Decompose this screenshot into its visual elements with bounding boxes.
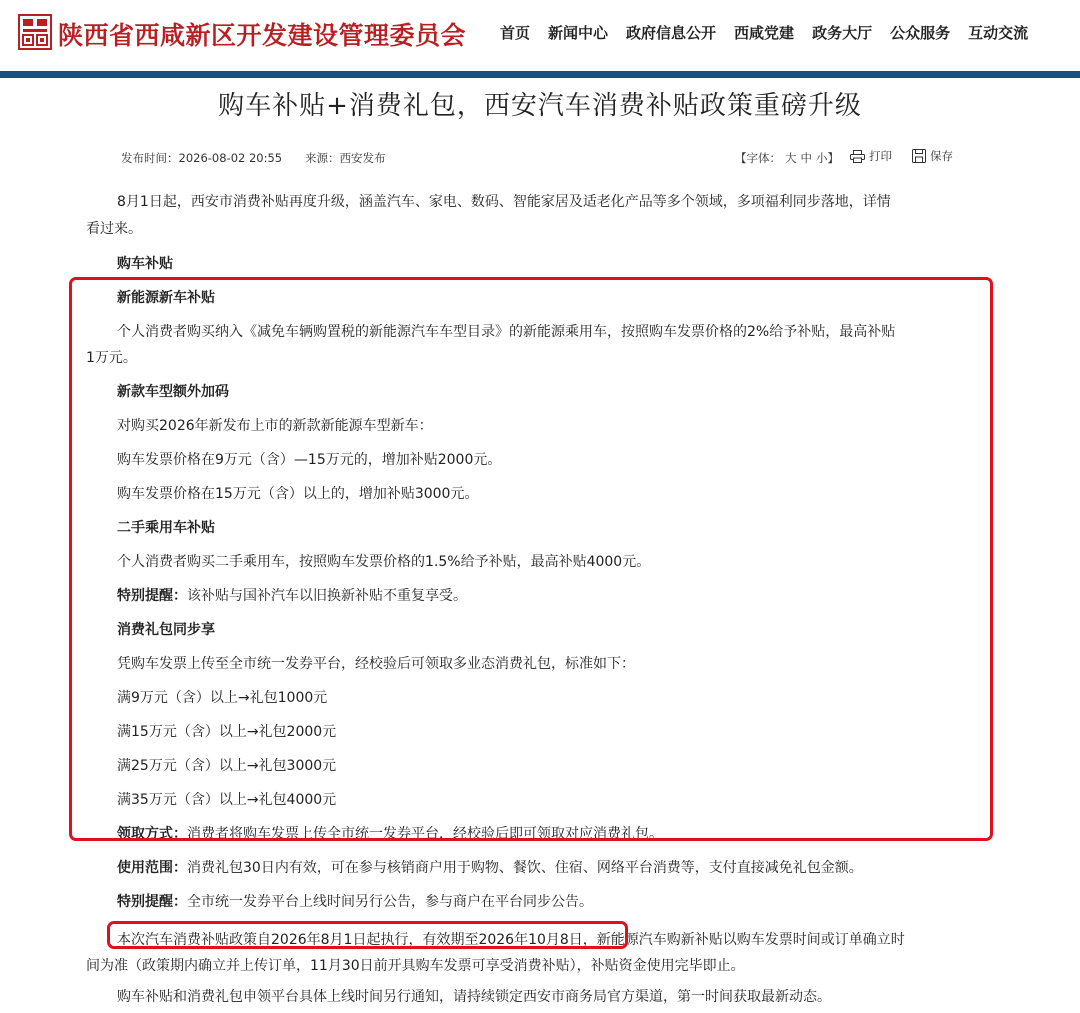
claim-label: 领取方式：	[117, 826, 187, 842]
gift-tier-4: 满35万元（含）以上→礼包4000元	[117, 792, 337, 808]
gift-intro: 凭购车发票上传至全市统一发券平台，经校验后可领取多业态消费礼包，标准如下：	[117, 656, 635, 672]
gift-tier-3: 满25万元（含）以上→礼包3000元	[117, 758, 337, 774]
nev-paragraph-line-2: 1万元。	[86, 350, 137, 366]
reminder-1-label: 特别提醒：	[117, 588, 187, 604]
highlight-box-policy-period	[107, 921, 628, 949]
heading-gift-package: 消费礼包同步享	[117, 622, 215, 638]
main-nav	[500, 22, 1028, 43]
font-size-close: 】	[827, 151, 839, 165]
font-size-small[interactable]: 小	[816, 151, 828, 165]
usage-scope	[117, 854, 863, 882]
seal-logo-icon[interactable]	[18, 14, 52, 50]
font-size-large[interactable]: 大	[785, 151, 797, 165]
save-icon	[912, 149, 926, 163]
font-size-medium[interactable]: 中	[800, 151, 812, 165]
heading-extra-bonus: 新款车型额外加码	[117, 384, 229, 400]
nav-news-center[interactable]: 新闻中心	[548, 24, 609, 42]
gift-tier-1: 满9万元（含）以上→礼包1000元	[117, 690, 328, 706]
article-source: 来源：西安发布	[305, 151, 386, 165]
reminder-1-text: 该补贴与国补汽车以旧换新补贴不重复享受。	[187, 588, 467, 604]
header-divider	[0, 71, 1080, 78]
extra-intro: 对购买2026年新发布上市的新款新能源车型新车：	[117, 418, 433, 434]
policy-highlight-text: 本次汽车消费补贴政策自2026年8月1日起执行，有效期至2026年10月8日	[117, 932, 583, 948]
site-title[interactable]: 陕西省西咸新区开发建设管理委员会	[58, 21, 467, 50]
heading-used-car: 二手乘用车补贴	[117, 520, 215, 536]
heading-nev-subsidy: 新能源新车补贴	[117, 290, 215, 306]
extra-tier-2: 购车发票价格在15万元（含）以上的，增加补贴3000元。	[117, 486, 479, 502]
nav-interaction[interactable]: 互动交流	[968, 24, 1029, 42]
nev-paragraph-line-1: 个人消费者购买纳入《减免车辆购置税的新能源汽车车型目录》的新能源乘用车，按照购车发票价格的2%给予补贴，最高补贴	[117, 324, 896, 340]
intro-paragraph-line-2: 看过来。	[86, 221, 142, 237]
intro-paragraph-line-1: 8月1日起，西安市消费补贴再度升级，涵盖汽车、家电、数码、智能家居及适老化产品等多个领域，多项福利同步落地，详情	[117, 194, 891, 210]
nav-service-hall[interactable]: 政务大厅	[812, 24, 873, 42]
nav-party[interactable]: 西咸党建	[734, 24, 795, 42]
heading-car-subsidy: 购车补贴	[117, 256, 173, 272]
save-label: 保存	[930, 149, 953, 163]
nav-home[interactable]: 首页	[500, 24, 531, 42]
save-button[interactable]	[912, 148, 953, 164]
publish-time: 发布时间：2026-08-02 20:55	[121, 151, 283, 165]
policy-paragraph-line-2: 间为准（政策期内确立并上传订单，11月30日前开具购车发票可享受消费补贴），补贴资金使用完毕即止。	[86, 958, 745, 974]
printer-icon	[850, 150, 865, 163]
print-label: 打印	[869, 149, 892, 163]
highlight-box-subsidy-details	[69, 277, 993, 841]
gift-tier-2: 满15万元（含）以上→礼包2000元	[117, 724, 337, 740]
reminder-2-text: 全市统一发券平台上线时间另行公告，参与商户在平台同步公告。	[187, 894, 593, 910]
extra-tier-1: 购车发票价格在9万元（含）—15万元的，增加补贴2000元。	[117, 452, 502, 468]
site-header	[0, 0, 1080, 74]
font-size-label: 【字体：	[735, 151, 781, 165]
claim-text: 消费者将购车发票上传全市统一发券平台，经校验后即可领取对应消费礼包。	[187, 826, 663, 842]
print-button[interactable]	[850, 148, 892, 164]
reminder-2	[117, 888, 593, 916]
font-size-control	[735, 150, 839, 166]
policy-rest-text: ，新能源汽车购新补贴以购车发票时间或订单确立时	[582, 932, 905, 948]
nav-gov-info[interactable]: 政府信息公开	[626, 24, 717, 42]
scope-text: 消费礼包30日内有效，可在参与核销商户用于购物、餐饮、住宿、网络平台消费等，支付直接减免礼包金额。	[187, 860, 863, 876]
reminder-2-label: 特别提醒：	[117, 894, 187, 910]
article-title: 购车补贴+消费礼包，西安汽车消费补贴政策重磅升级	[218, 91, 862, 121]
scope-label: 使用范围：	[117, 860, 187, 876]
used-car-paragraph: 个人消费者购买二手乘用车，按照购车发票价格的1.5%给予补贴，最高补贴4000元。	[117, 554, 651, 570]
closing-paragraph: 购车补贴和消费礼包申领平台具体上线时间另行通知，请持续锁定西安市商务局官方渠道，第一时间获取最新动态。	[117, 989, 831, 1005]
nav-public-service[interactable]: 公众服务	[890, 24, 951, 42]
